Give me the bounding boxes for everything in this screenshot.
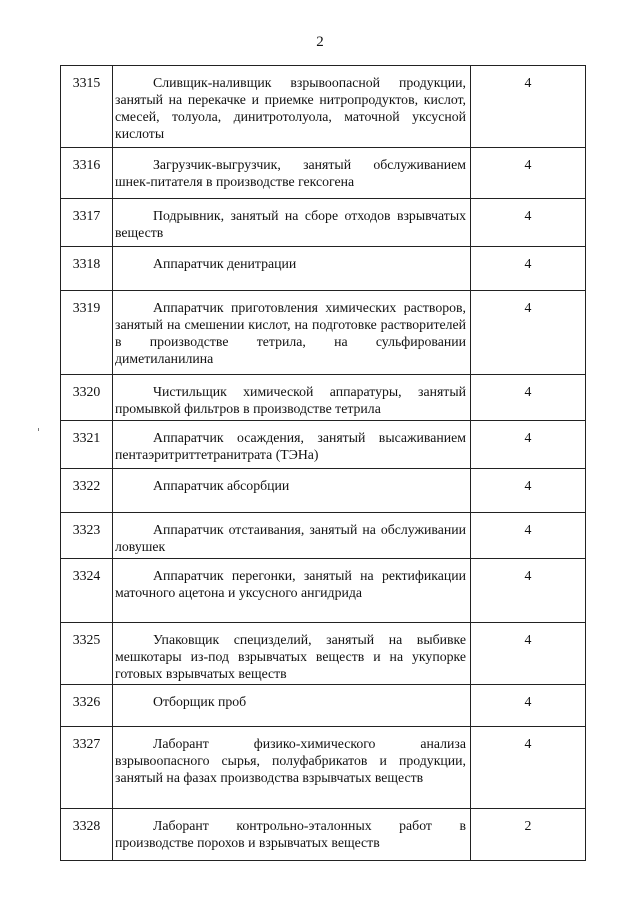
table-row xyxy=(61,727,586,809)
row-name: Аппаратчик осаждения, занятый высаживанием пентаэритриттетранитрата (ТЭНа) xyxy=(113,421,471,469)
row-code: 3316 xyxy=(61,148,113,199)
row-value: 4 xyxy=(471,375,586,421)
row-code: 3323 xyxy=(61,513,113,559)
row-name: Аппаратчик абсорбции xyxy=(113,469,471,513)
row-value: 4 xyxy=(471,623,586,685)
row-name: Упаковщик специзделий, занятый на выбивке мешкотары из-под взрывчатых веществ и на укупорке готовых взрывчатых веществ xyxy=(113,623,471,685)
document-table-body xyxy=(61,66,586,861)
row-code: 3322 xyxy=(61,469,113,513)
table-row xyxy=(61,809,586,861)
margin-mark xyxy=(38,428,39,431)
row-value: 4 xyxy=(471,247,586,291)
row-name: Лаборант физико-химического анализа взрывоопасного сырья, полуфабрикатов и продукции, занятый на фазах производства взрывчатых веществ xyxy=(113,727,471,809)
row-value: 4 xyxy=(471,685,586,727)
table-row xyxy=(61,559,586,623)
table-row xyxy=(61,623,586,685)
row-name: Загрузчик-выгрузчик, занятый обслуживанием шнек-питателя в производстве гексогена xyxy=(113,148,471,199)
row-code: 3321 xyxy=(61,421,113,469)
row-name: Чистильщик химической аппаратуры, занятый промывкой фильтров в производстве тетрила xyxy=(113,375,471,421)
row-value: 2 xyxy=(471,809,586,861)
row-value: 4 xyxy=(471,513,586,559)
row-code: 3326 xyxy=(61,685,113,727)
row-value: 4 xyxy=(471,559,586,623)
table-row xyxy=(61,375,586,421)
row-name: Подрывник, занятый на сборе отходов взрывчатых веществ xyxy=(113,199,471,247)
row-name: Аппаратчик приготовления химических растворов, занятый на смешении кислот, на подготовке растворителей в производстве тетрила, на сульфировании диметиланилина xyxy=(113,291,471,375)
row-value: 4 xyxy=(471,148,586,199)
table-row xyxy=(61,247,586,291)
row-value: 4 xyxy=(471,727,586,809)
row-value: 4 xyxy=(471,291,586,375)
table-row xyxy=(61,66,586,148)
row-value: 4 xyxy=(471,199,586,247)
row-name: Аппаратчик денитрации xyxy=(113,247,471,291)
row-code: 3318 xyxy=(61,247,113,291)
table-row xyxy=(61,291,586,375)
row-name: Лаборант контрольно-эталонных работ в производстве порохов и взрывчатых веществ xyxy=(113,809,471,861)
row-name: Отборщик проб xyxy=(113,685,471,727)
row-code: 3328 xyxy=(61,809,113,861)
table-row xyxy=(61,513,586,559)
row-value: 4 xyxy=(471,421,586,469)
table-row xyxy=(61,469,586,513)
row-code: 3317 xyxy=(61,199,113,247)
table-row xyxy=(61,421,586,469)
document-table xyxy=(60,65,586,861)
row-value: 4 xyxy=(471,469,586,513)
table-row xyxy=(61,148,586,199)
row-code: 3325 xyxy=(61,623,113,685)
row-code: 3319 xyxy=(61,291,113,375)
table-row xyxy=(61,685,586,727)
row-value: 4 xyxy=(471,66,586,148)
row-name: Сливщик-наливщик взрывоопасной продукции, занятый на перекачке и приемке нитропродуктов, кислот, смесей, толуола, динитротолуола, маточной уксусной кислоты xyxy=(113,66,471,148)
page-number: 2 xyxy=(316,34,324,50)
row-code: 3320 xyxy=(61,375,113,421)
row-name: Аппаратчик перегонки, занятый на ректификации маточного ацетона и уксусного ангидрида xyxy=(113,559,471,623)
row-code: 3327 xyxy=(61,727,113,809)
row-code: 3315 xyxy=(61,66,113,148)
row-code: 3324 xyxy=(61,559,113,623)
table-row xyxy=(61,199,586,247)
row-name: Аппаратчик отстаивания, занятый на обслуживании ловушек xyxy=(113,513,471,559)
